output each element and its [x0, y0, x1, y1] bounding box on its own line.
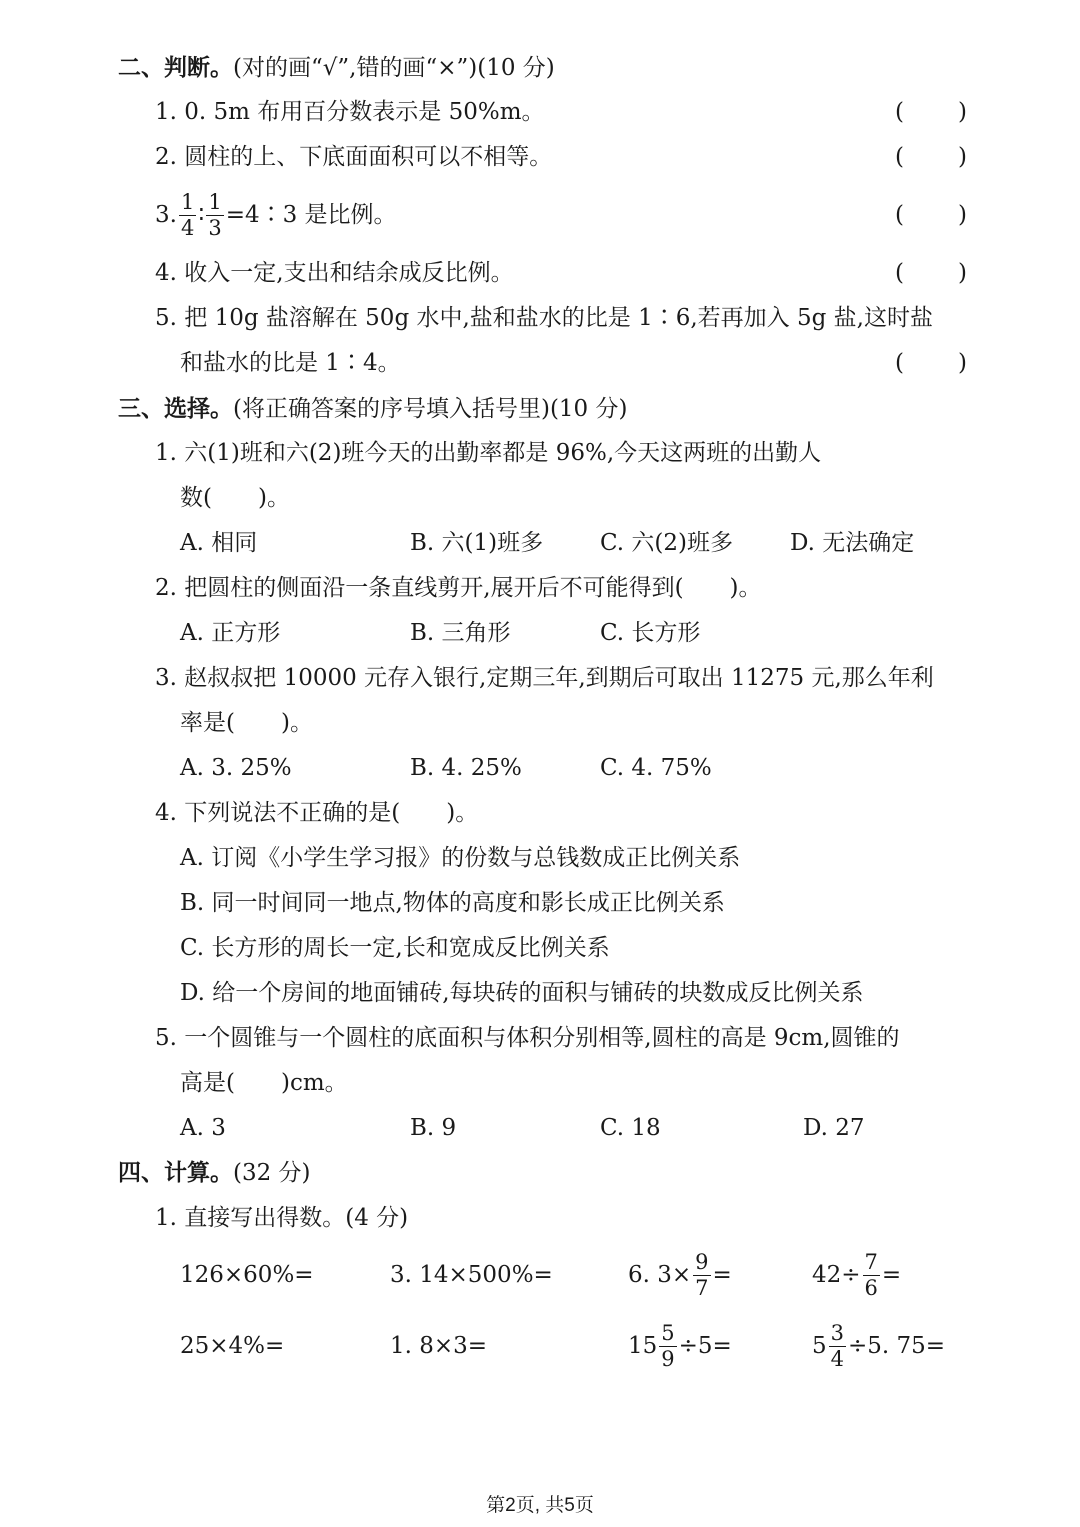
fraction: $\frac{3}{4}$: [830, 1320, 845, 1371]
option-a[interactable]: A. 3: [180, 1115, 226, 1141]
judge-item-5-cont: 和盐水的比是 1∶4。: [180, 350, 401, 376]
section4-title: 四、计算。: [118, 1159, 233, 1186]
choice-q1: 1. 六(1)班和六(2)班今天的出勤率都是 96%,今天这两班的出勤人: [155, 440, 822, 466]
section2-note: (对的画“√”,错的画“×”)(10 分): [233, 55, 555, 81]
calc-sub-1: 1. 直接写出得数。(4 分): [155, 1205, 409, 1231]
option-b[interactable]: B. 三角形: [410, 620, 511, 646]
calc-expr[interactable]: 3. 14×500%=: [390, 1262, 553, 1288]
section3-note: (将正确答案的序号填入括号里)(10 分): [233, 396, 628, 422]
fraction: $\frac{1}{4}$: [180, 189, 195, 240]
option-a[interactable]: A. 相同: [180, 530, 258, 556]
section3-title: 三、选择。: [118, 395, 233, 422]
judge-item-1: 1. 0. 5m 布用百分数表示是 50%m。: [155, 99, 545, 125]
option-b[interactable]: B. 六(1)班多: [410, 530, 544, 556]
judge-item-4: 4. 收入一定,支出和结余成反比例。: [155, 260, 514, 286]
option-c[interactable]: C. 长方形的周长一定,长和宽成反比例关系: [180, 935, 610, 961]
option-d[interactable]: D. 无法确定: [790, 530, 915, 556]
calc-expr[interactable]: 126×60%=: [180, 1262, 314, 1288]
calc-expr[interactable]: 1. 8×3=: [390, 1333, 488, 1359]
section3-heading: [118, 393, 627, 425]
option-b[interactable]: B. 同一时间同一地点,物体的高度和影长成正比例关系: [180, 890, 725, 916]
judge-item-5: 5. 把 10g 盐溶解在 50g 水中,盐和盐水的比是 1∶6,若再加入 5g 盐,这时盐: [155, 305, 933, 331]
option-b[interactable]: B. 9: [410, 1115, 457, 1141]
fraction: $\frac{9}{7}$: [695, 1249, 709, 1300]
page-number: 第2页, 共5页: [486, 1495, 594, 1516]
section4-note: (32 分): [233, 1160, 311, 1186]
option-d[interactable]: D. 给一个房间的地面铺砖,每块砖的面积与铺砖的块数成反比例关系: [180, 980, 864, 1006]
choice-q3-cont[interactable]: 率是( )。: [180, 710, 313, 736]
choice-q5: 5. 一个圆锥与一个圆柱的底面积与体积分别相等,圆柱的高是 9cm,圆锥的: [155, 1025, 900, 1051]
option-d[interactable]: D. 27: [803, 1115, 865, 1141]
calc-expr[interactable]: 6. 3× $\frac{9}{7}$ =: [628, 1249, 732, 1300]
option-a[interactable]: A. 订阅《小学生学习报》的份数与总钱数成正比例关系: [180, 845, 741, 871]
option-a[interactable]: A. 3. 25%: [180, 755, 292, 781]
option-b[interactable]: B. 4. 25%: [410, 755, 522, 781]
choice-q4: 4. 下列说法不正确的是( )。: [155, 800, 479, 826]
fraction: $\frac{7}{6}$: [864, 1249, 878, 1300]
fraction: $\frac{5}{9}$: [661, 1320, 675, 1371]
option-a[interactable]: A. 正方形: [180, 620, 281, 646]
calc-expr[interactable]: 42÷ $\frac{7}{6}$ =: [812, 1249, 902, 1300]
section4-heading: [118, 1157, 311, 1189]
fraction: $\frac{1}{3}$: [208, 189, 222, 240]
option-c[interactable]: C. 六(2)班多: [600, 530, 733, 556]
choice-q5-cont[interactable]: 高是( )cm。: [180, 1070, 348, 1096]
choice-q3: 3. 赵叔叔把 10000 元存入银行,定期三年,到期后可取出 11275 元,那么年利: [155, 665, 934, 691]
choice-q1-cont[interactable]: 数( )。: [180, 485, 290, 511]
calc-expr[interactable]: 5 $\frac{3}{4}$ ÷5. 75=: [812, 1320, 946, 1371]
judge-item-2: 2. 圆柱的上、下底面面积可以不相等。: [155, 144, 553, 170]
section2-title: 二、判断。: [118, 54, 233, 81]
option-c[interactable]: C. 4. 75%: [600, 755, 712, 781]
option-c[interactable]: C. 18: [600, 1115, 661, 1141]
choice-q2: 2. 把圆柱的侧面沿一条直线剪开,展开后不可能得到( )。: [155, 575, 762, 601]
section2-heading: [118, 52, 555, 84]
judge-item-3: 3. $\frac{1}{4}$ ∶ $\frac{1}{3}$ =4∶3 是比例。: [155, 189, 397, 240]
calc-expr[interactable]: 15 $\frac{5}{9}$ ÷5=: [628, 1320, 732, 1371]
calc-expr[interactable]: 25×4%=: [180, 1333, 285, 1359]
option-c[interactable]: C. 长方形: [600, 620, 701, 646]
